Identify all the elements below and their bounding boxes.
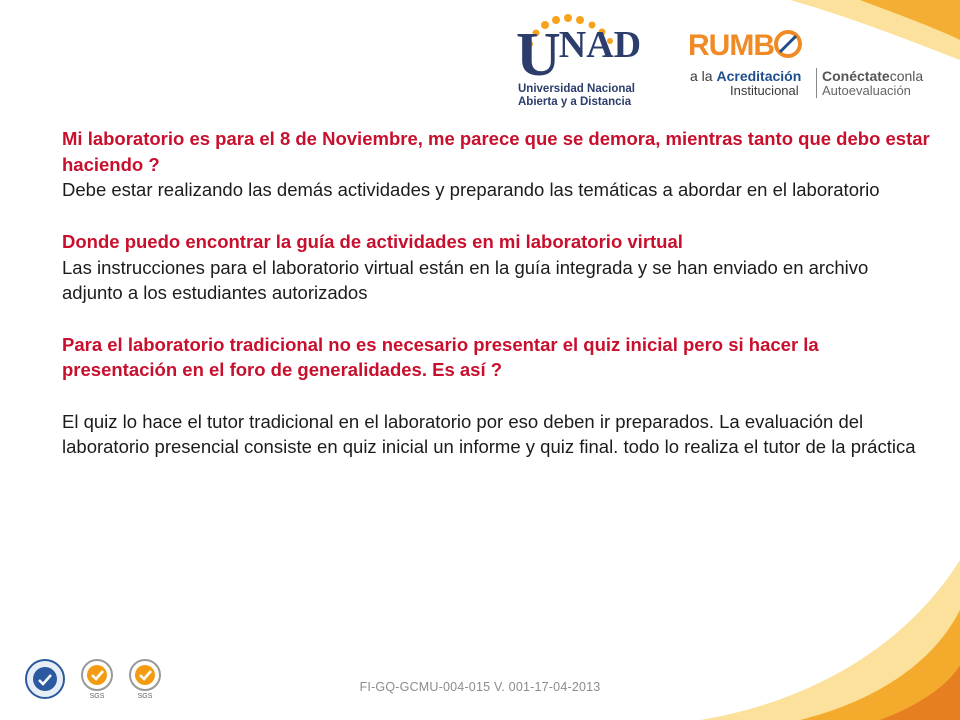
sgs-label-1: SGS xyxy=(89,693,105,700)
unad-mark-u: U xyxy=(516,21,561,89)
unad-name-line2: Abierta y a Distancia xyxy=(518,96,632,108)
unad-logo xyxy=(516,14,646,110)
conectate-line1 xyxy=(822,68,923,84)
conla-word: conla xyxy=(889,68,924,84)
question-2: Donde puedo encontrar la guía de actividades en mi laboratorio virtual xyxy=(62,230,683,252)
spacer xyxy=(62,306,932,332)
question-1: Mi laboratorio es para el 8 de Noviembre, me parece que se demora, mientras tanto que debo estar haciendo ? xyxy=(62,128,930,175)
answer-3: El quiz lo hace el tutor tradicional en el laboratorio por eso deben ir preparados. La evaluación del laboratorio presencial consiste en quiz inicial un informe y quiz final. todo lo realiza el tutor de la práctica xyxy=(62,410,916,458)
logo-divider xyxy=(816,68,817,98)
rumbo-tagline-1a: a la xyxy=(690,68,717,84)
compass-icon xyxy=(774,30,802,58)
unad-mark-nad: NAD xyxy=(558,24,642,66)
rumbo-tagline-1b: Acreditación xyxy=(716,68,802,84)
qa-content xyxy=(62,126,932,460)
answer-2: Las instrucciones para el laboratorio virtual están en la guía integrada y se han enviado en archivo adjunto a los estudiantes autorizados xyxy=(62,256,869,304)
rumbo-tagline-1 xyxy=(690,68,801,84)
document-code: FI-GQ-GCMU-004-015 V. 001-17-04-2013 xyxy=(359,680,601,694)
rumbo-tagline-2: Institucional xyxy=(730,83,799,98)
unad-name-line1: Universidad Nacional xyxy=(518,83,635,95)
answer-1: Debe estar realizando las demás actividades y preparando las temáticas a abordar en el laboratorio xyxy=(62,179,880,201)
conectate-word: Conéctate xyxy=(822,68,890,84)
spacer xyxy=(62,383,932,409)
rumbo-acreditacion-logo xyxy=(686,30,936,100)
conectate-line2: Autoevaluación xyxy=(822,83,911,98)
rumbo-word: RUMB xyxy=(688,29,774,62)
spacer xyxy=(62,203,932,229)
question-3: Para el laboratorio tradicional no es necesario presentar el quiz inicial pero si hacer la presentación en el foro de generalidades. Es así ? xyxy=(62,333,819,381)
rumbo-title xyxy=(688,30,802,61)
sgs-label-2: SGS xyxy=(137,693,153,700)
